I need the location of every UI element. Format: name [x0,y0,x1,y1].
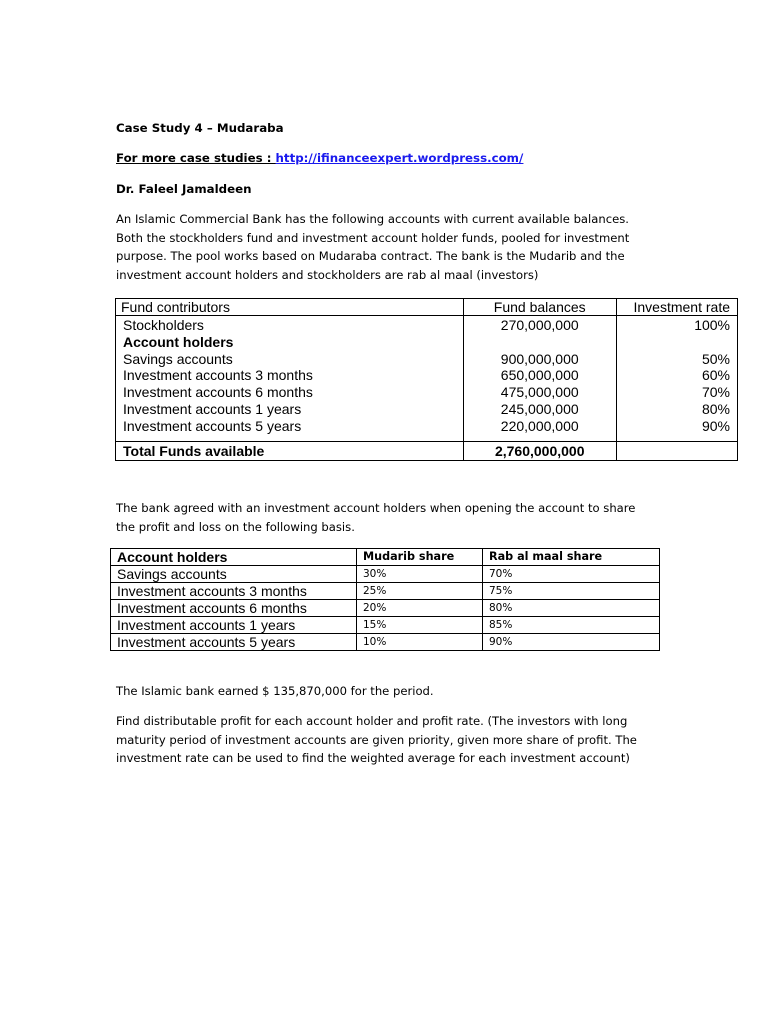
row-rate: 60% [701,367,730,384]
row-name: Savings accounts [123,350,233,367]
row-rate: 80% [701,400,730,417]
question-line: maturity period of investment accounts are given priority, given more share of profit. The [116,732,637,747]
row-balance: 475,000,000 [500,384,579,401]
stockholders-balance: 270,000,000 [500,317,579,333]
table-row [111,617,660,634]
row-name: Investment accounts 6 months [123,384,313,401]
share-row-mudarib: 30% [357,566,483,583]
share-row-name: Investment accounts 1 years [111,617,357,634]
row-balance: 650,000,000 [500,367,579,384]
agreement-line: the profit and loss on the following basis. [116,519,355,534]
share-row-mudarib: 20% [357,600,483,617]
share-row-rab: 90% [483,634,660,651]
spacer [617,334,730,351]
spacer [464,334,616,351]
question-line: Find distributable profit for each account holder and profit rate. (The investors with long [116,714,628,728]
fund-balance-cell [463,316,616,442]
row-balance: 900,000,000 [500,350,579,367]
funds-table-body [116,316,738,442]
row-rate: 50% [701,350,730,367]
header-mudarib-share: Mudarib share [357,549,483,566]
share-table-header [111,549,660,566]
stockholders-label: Stockholders [123,317,204,333]
row-balance: 245,000,000 [500,400,579,417]
share-row-name: Investment accounts 6 months [111,600,357,617]
intro-line: investment account holders and stockholders are rab al maal (investors) [116,267,539,282]
share-row-rab: 80% [483,600,660,617]
share-row-mudarib: 25% [357,583,483,600]
case-study-title: Case Study 4 – Mudaraba [116,121,284,135]
row-name: Investment accounts 3 months [123,367,313,384]
intro-line: An Islamic Commercial Bank has the following accounts with current available balances. [116,212,629,226]
row-balance: 220,000,000 [500,417,579,434]
table-row [111,634,660,651]
share-table [110,548,660,651]
question-line: investment rate can be used to find the weighted average for each investment account) [116,751,630,766]
table-row [111,600,660,617]
funds-table-header [116,299,738,316]
total-label: Total Funds available [116,441,464,460]
header-investment-rate: Investment rate [616,299,737,316]
intro-line: Both the stockholders fund and investment account holder funds, pooled for investment [116,230,630,245]
share-row-mudarib: 10% [357,634,483,651]
agreement-paragraph [116,499,646,536]
header-fund-contributors: Fund contributors [116,299,464,316]
row-name: Investment accounts 5 years [123,417,302,434]
account-holders-group-label: Account holders [123,333,234,350]
share-row-name: Investment accounts 5 years [111,634,357,651]
share-row-name: Investment accounts 3 months [111,583,357,600]
share-row-rab: 85% [483,617,660,634]
more-case-studies [116,149,656,168]
investment-rate-cell [616,316,737,442]
header-rab-al-maal-share: Rab al maal share [483,549,660,566]
agreement-line: The bank agreed with an investment account holders when opening the account to share [116,501,636,515]
share-row-mudarib: 15% [357,617,483,634]
header-fund-balances: Fund balances [463,299,616,316]
stockholders-rate: 100% [694,317,730,333]
funds-total-row [116,441,738,460]
earned-statement: The Islamic bank earned $ 135,870,000 for the period. [116,684,434,698]
share-row-rab: 70% [483,566,660,583]
header-account-holders: Account holders [111,549,357,566]
share-row-name: Savings accounts [111,566,357,583]
funds-table [115,298,738,461]
case-studies-link[interactable]: http://ifinanceexpert.wordpress.com/ [275,151,524,165]
intro-paragraph [116,210,636,284]
row-rate: 70% [701,384,730,401]
total-value: 2,760,000,000 [463,441,616,460]
row-name: Investment accounts 1 years [123,400,302,417]
row-rate: 90% [701,417,730,434]
fund-contributor-cell [116,316,464,442]
total-rate-empty [616,441,737,460]
table-row [111,566,660,583]
author-name: Dr. Faleel Jamaldeen [116,182,252,196]
more-case-studies-label: For more case studies : [116,151,276,165]
intro-line: purpose. The pool works based on Mudaraba contract. The bank is the Mudarib and the [116,249,625,264]
share-row-rab: 75% [483,583,660,600]
question-paragraph [116,712,646,768]
table-row [111,583,660,600]
